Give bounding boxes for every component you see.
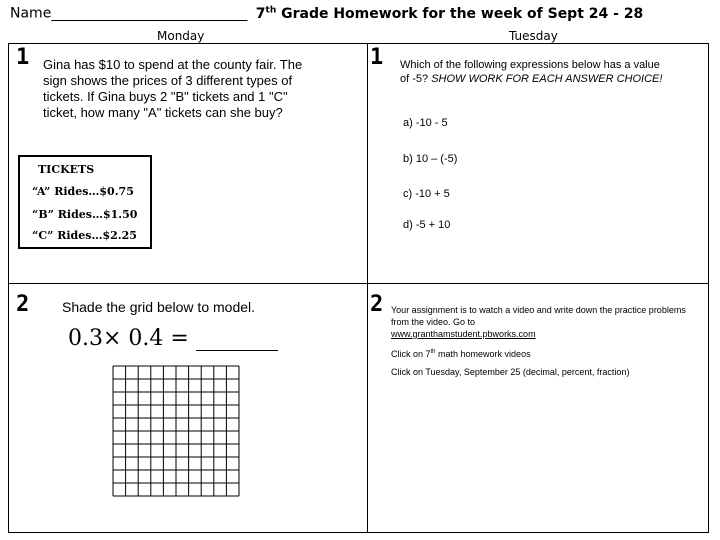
multiplication-equation: 0.3× 0.4 = — [68, 326, 278, 351]
ticket-row-b: “B” Rides…$1.50 — [32, 208, 138, 221]
monday-problem-2-number: 2 — [16, 292, 30, 317]
assignment-intro: Your assignment is to watch a video and write down the practice problems from the video. Go to — [391, 305, 686, 327]
tuesday-problem-1-number: 1 — [370, 45, 384, 70]
click-instruction-1: Click on 7th math homework videos — [391, 349, 531, 359]
tuesday-heading: Tuesday — [509, 29, 558, 43]
page-title: 7th Grade Homework for the week of Sept 24 - 28 — [255, 5, 644, 22]
ticket-price-sign — [18, 155, 152, 249]
name-label: Name — [10, 5, 52, 22]
ticket-row-c: “C” Rides…$2.25 — [32, 229, 137, 242]
page-header — [10, 5, 643, 22]
tuesday-problem-1-question: Which of the following expressions below has a value of -5? SHOW WORK FOR EACH ANSWER CHOICE! — [400, 59, 663, 85]
tuesday-problem-2-number: 2 — [370, 292, 384, 317]
click-instruction-2: Click on Tuesday, September 25 (decimal, percent, fraction) — [391, 367, 630, 377]
name-blank: ____________________________ — [51, 5, 248, 22]
ticket-row-a: “A” Rides…$0.75 — [32, 185, 134, 198]
monday-problem-1-number: 1 — [16, 45, 30, 70]
choice-b: b) 10 – (-5) — [403, 153, 458, 165]
tuesday-problem-1-instruction: SHOW WORK FOR EACH ANSWER CHOICE! — [431, 73, 663, 85]
row-divider — [8, 283, 709, 284]
monday-problem-1-text: Gina has $10 to spend at the county fair. The sign shows the prices of 3 different types of tickets. If Gina buys 2 "B" tickets and 1 "C" ticket, how many "A" tickets can she buy? — [43, 57, 303, 120]
column-divider — [367, 43, 368, 533]
hundred-grid[interactable] — [112, 365, 240, 497]
monday-problem-2-text: Shade the grid below to model. — [62, 299, 256, 315]
answer-blank[interactable] — [196, 328, 278, 351]
monday-heading: Monday — [157, 29, 205, 43]
tuesday-problem-2-text — [391, 304, 691, 384]
choice-c: c) -10 + 5 — [403, 188, 450, 200]
choice-d: d) -5 + 10 — [403, 219, 451, 231]
pbworks-link[interactable]: www.granthamstudent.pbworks.com — [391, 329, 536, 339]
ticket-sign-heading: TICKETS — [38, 163, 95, 176]
choice-a: a) -10 - 5 — [403, 117, 448, 129]
